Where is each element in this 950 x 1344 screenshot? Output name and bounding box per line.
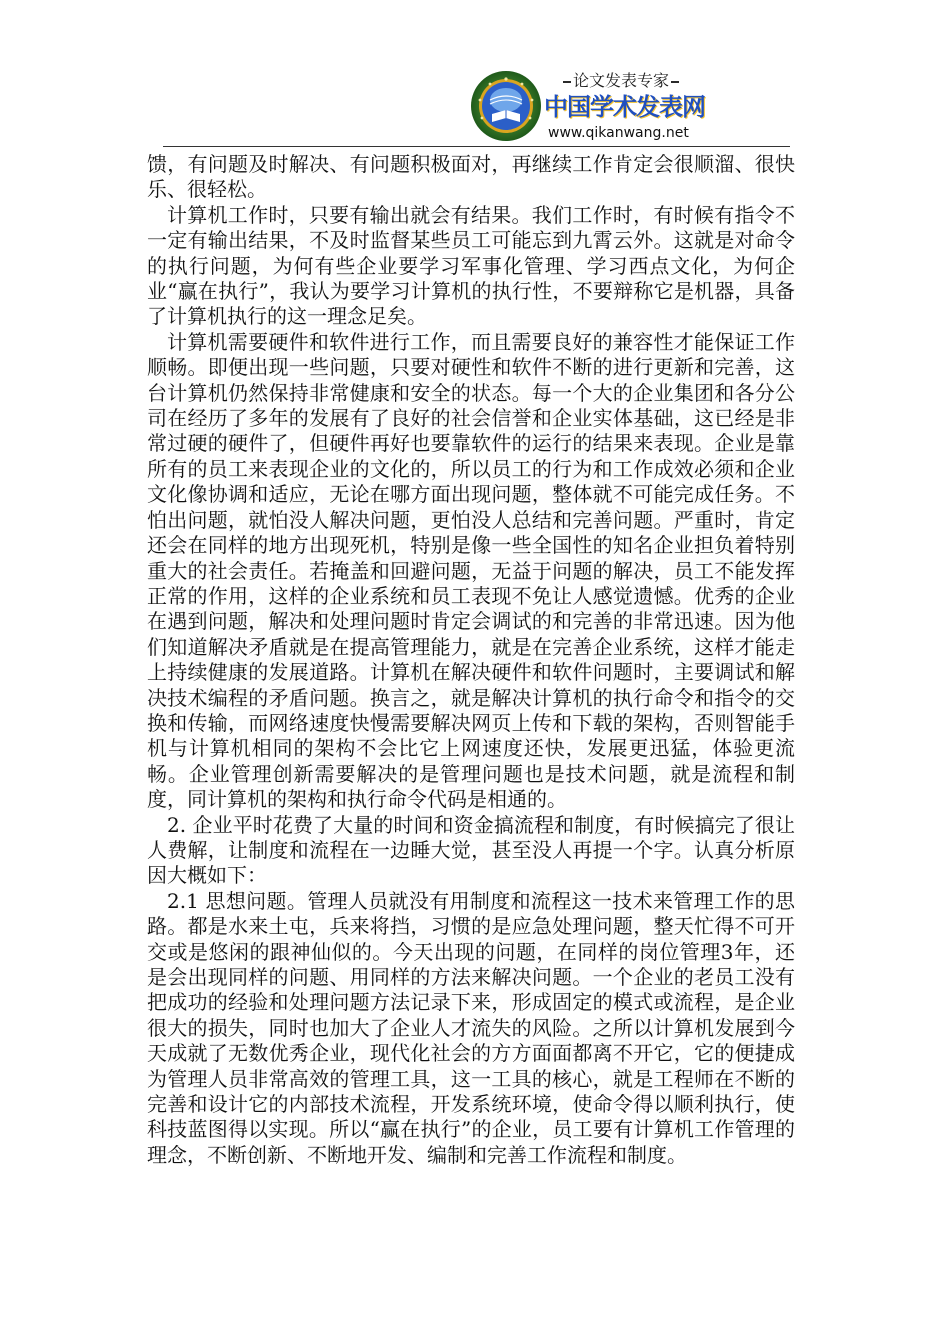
site-logo[interactable] (468, 68, 705, 146)
subsection-paragraph: 2.1 思想问题。管理人员就没有用制度和流程这一技术来管理工作的思路。都是水来土屯，兵来将挡，习惯的是应急处理问题，整天忙得不可开交或是悠闲的跟神仙似的。今天出现的问题，在同样的岗位管理3年，还是会出现同样的问题、用同样的方法来解决问题。一个企业的老员工没有把成功的经验和处理问题方法记录下来，形成固定的模式或流程，是企业很大的损失，同时也加大了企业人才流失的风险。之所以计算机发展到今天成就了无数优秀企业，现代化社会的方方面面都离不开它，它的便捷成为管理人员非常高效的管理工具，这一工具的核心，就是工程师在不断的完善和设计它的内部技术流程，开发系统环境，使命令得以顺利执行，使科技蓝图得以实现。所以“赢在执行”的企业，员工要有计算机工作管理的理念，不断创新、不断地开发、编制和完善工作流程和制度。 (147, 888, 795, 1167)
globe-book-emblem-icon (470, 70, 542, 142)
logo-tagline: 论文发表专家 (546, 70, 696, 92)
paragraph: 计算机需要硬件和软件进行工作，而且需要良好的兼容性才能保证工作顺畅。即便出现一些问题，只要对硬性和软件不断的进行更新和完善，这台计算机仍然保持非常健康和安全的状态。每一个大的企业集团和各分公司在经历了多年的发展有了良好的社会信誉和企业实体基础，这已经是非常过硬的硬件了，但硬件再好也要靠软件的运行的结果来表现。企业是靠所有的员工来表现企业的文化的，所以员工的行为和工作成效必须和企业文化像协调和适应，无论在哪方面出现问题，整体就不可能完成任务。不怕出问题，就怕没人解决问题，更怕没人总结和完善问题。严重时，肯定还会在同样的地方出现死机，特别是像一些全国性的知名企业担负着特别重大的社会责任。若掩盖和回避问题，无益于问题的解决，员工不能发挥正常的作用，这样的企业系统和员工表现不免让人感觉遗憾。优秀的企业在遇到问题，解决和处理问题时肯定会调试的和完善的非常迅速。因为他们知道解决矛盾就是在提高管理能力，就是在完善企业系统，这样才能走上持续健康的发展道路。计算机在解决硬件和软件问题时，主要调试和解决技术编程的矛盾问题。换言之，就是解决计算机的执行命令和指令的交换和传输，而网络速度快慢需要解决网页上传和下载的架构，否则智能手机与计算机相同的架构不会比它上网速度还快，发展更迅猛，体验更流畅。企业管理创新需要解决的是管理问题也是技术问题，就是流程和制度，同计算机的架构和执行命令代码是相通的。 (147, 329, 795, 812)
paragraph-continuation: 馈，有问题及时解决、有问题积极面对，再继续工作肯定会很顺溜、很快乐、很轻松。 (147, 152, 795, 202)
logo-url[interactable]: www.qikanwang.net (548, 125, 689, 141)
header-divider (163, 146, 790, 147)
paragraph: 计算机工作时，只要有输出就会有结果。我们工作时，有时候有指令不一定有输出结果，不及时监督某些员工可能忘到九霄云外。这就是对命令的执行问题，为何有些企业要学习军事化管理、学习西点文化，为何企业“赢在执行”，我认为要学习计算机的执行性，不要辩称它是机器，具备了计算机执行的这一理念足矣。 (147, 202, 795, 329)
logo-site-name: 中国学术发表网 (544, 93, 705, 121)
section-heading-paragraph: 2. 企业平时花费了大量的时间和资金搞流程和制度，有时候搞完了很让人费解，让制度和流程在一边睡大觉，甚至没人再提一个字。认真分析原因大概如下： (147, 812, 795, 888)
page-header (163, 62, 790, 148)
article-body (147, 152, 795, 1168)
